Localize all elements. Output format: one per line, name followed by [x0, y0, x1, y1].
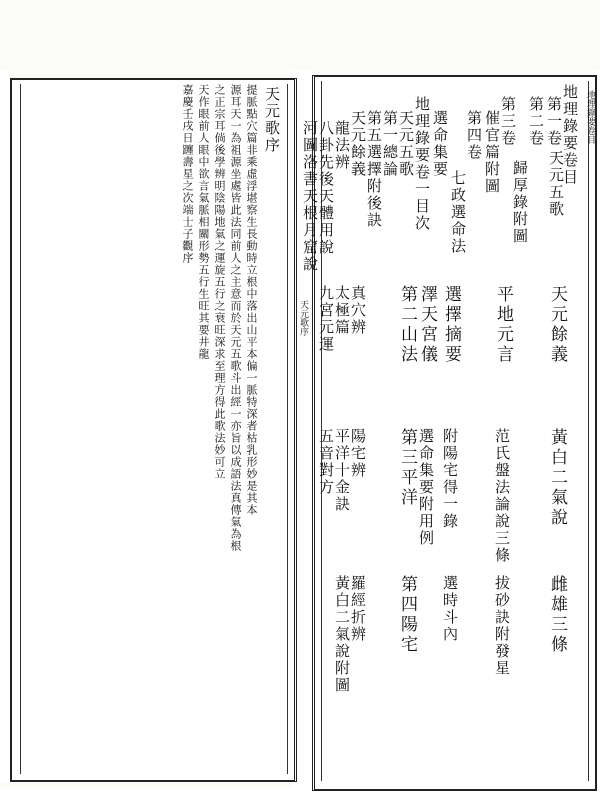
toc-entry-mid: 真穴辨 — [349, 285, 367, 336]
preface-column-2: 源耳天一為祖源坐處皆此法同前人之主意而於天元五歌斗出經一亦旨以成語法真傳氣為根 — [229, 84, 242, 552]
toc-entry-extra: 羅經折辨 — [349, 575, 367, 643]
toc-entry-top: 七政選命法 — [449, 170, 467, 255]
toc-entry-bottom: 平洋十金訣 — [333, 428, 351, 513]
toc-entry-mid: 選擇摘要 — [441, 285, 461, 365]
toc-entry-bottom: 選命集要附用例 — [417, 428, 435, 547]
toc-entry-top: 歸厚錄附圖 — [511, 160, 529, 245]
toc-entry-extra: 第四陽宅 — [397, 575, 417, 655]
toc-section-top: 天元餘義 — [349, 110, 367, 178]
toc-volume-2: 第二卷 — [527, 96, 545, 147]
toc-entry-bottom: 黃白二氣說 — [547, 428, 567, 528]
toc-entry-top: 八卦先後天體用說 — [317, 120, 335, 256]
toc-entry-bottom: 五音對方 — [317, 428, 335, 496]
left-edge — [0, 70, 10, 782]
preface-signature: 嘉慶壬戌日躔壽星之次端士子觀序 — [181, 84, 194, 264]
toc-volume-3: 第三卷 — [499, 96, 517, 147]
toc-entry-extra: 拔砂訣附發星 — [493, 575, 511, 677]
toc-entry-bottom: 第三平洋 — [397, 428, 417, 508]
preface-column-3: 之正宗耳倘後學辨明陰陽地氣之運旋五行之衰旺深求至理方得此歌法妙可立 — [213, 84, 226, 480]
toc-entry-top: 第五選擇附後訣 — [365, 110, 383, 229]
toc-title: 地理錄要卷目 — [561, 84, 579, 186]
toc-entry-mid: 平地元言 — [493, 285, 513, 365]
toc-volume-title: 地理錄要卷一目次 — [413, 96, 431, 232]
toc-entry-bottom: 范氏盤法論說三條 — [493, 428, 511, 564]
toc-entry-top: 河圖洛書天根月窟說 — [301, 120, 319, 273]
toc-entry-top: 龍法辨 — [333, 120, 351, 171]
toc-entry-mid: 澤天宮儀 — [417, 285, 437, 365]
toc-volume-1: 第一卷 — [545, 96, 563, 147]
toc-entry-top: 天元五歌 — [547, 150, 565, 218]
preface-title: 天元歌序 — [263, 86, 281, 154]
toc-entry-mid: 太極篇 — [333, 285, 351, 336]
toc-volume-4: 第四卷 — [465, 110, 483, 161]
toc-entry-extra: 選時斗內 — [441, 575, 459, 643]
toc-entry-bottom: 陽宅辨 — [349, 428, 367, 479]
preface-column-1: 提脈點穴篇非乘虛浮堪察生長動時立根中落出山平本偏一脈特深者枯乳形妙是其本 — [245, 84, 258, 516]
preface-column-4: 天作眼前人眼中欲言氣脈相關形勢五行生旺其要井龍 — [197, 84, 210, 360]
toc-entry-extra: 雌雄三條 — [547, 575, 567, 655]
toc-entry-top: 第一總論 — [381, 110, 399, 178]
toc-entry-mid: 第二山法 — [397, 285, 417, 365]
left-margin-label: 天元歌序 — [298, 300, 308, 336]
toc-entry-mid: 天元餘義 — [547, 285, 567, 365]
toc-entry-bottom: 附陽宅得一錄 — [441, 428, 459, 530]
toc-entry-mid: 九宮元運 — [317, 285, 335, 353]
toc-entry-top: 選命集要 — [431, 110, 449, 178]
toc-entry-extra: 黃白二氣說附圖 — [333, 575, 351, 694]
toc-entry-top: 催官篇附圖 — [483, 110, 501, 195]
toc-section-top: 天元五歌 — [397, 110, 415, 178]
right-margin-label: 地理錄要卷目 — [585, 90, 595, 144]
